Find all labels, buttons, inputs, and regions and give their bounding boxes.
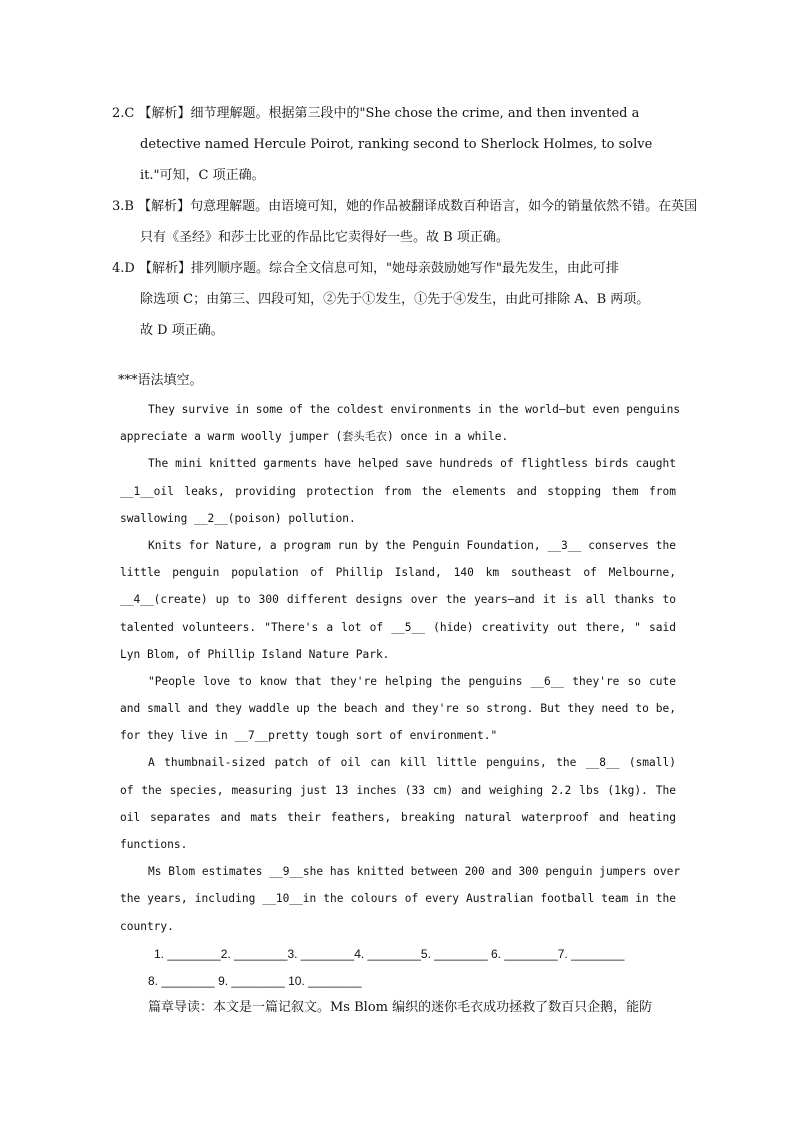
passage-line: Knits for Nature, a program run by the Penguin Foundation, __3__ conserves the (148, 538, 676, 552)
passage-line: __4__(create) up to 300 different designs over the years—and it is all thanks to (120, 593, 676, 607)
explanation-line: 4.D 【解析】排列顺序题。综合全文信息可知，"她母亲鼓励她写作"最先发生，由此可排 (112, 261, 619, 276)
passage-line: A thumbnail-sized patch of oil can kill little penguins, the __8__ (small) (148, 756, 676, 770)
passage-line: and small and they waddle up the beach and they're so strong. But they need to be, (120, 702, 676, 716)
section-title: ***语法填空。 (118, 373, 203, 388)
answer-blanks-row-1[interactable]: 1. ________2. ________3. ________4. ________5. ________ 6. ________7. ________ (154, 947, 625, 961)
answer-explanation-4 (112, 253, 692, 346)
passage-line: "People love to know that they're helping the penguins __6__ they're so cute (148, 674, 676, 688)
passage-line: They survive in some of the coldest environments in the world—but even penguins (148, 403, 681, 416)
explanation-line: detective named Hercule Poirot, ranking second to Sherlock Holmes, to solve (140, 137, 653, 152)
passage-line: little penguin population of Phillip Island, 140 km southeast of Melbourne, (120, 566, 676, 580)
passage-line: __1__oil leaks, providing protection from the elements and stopping them from (120, 484, 676, 498)
passage-line: Ms Blom estimates __9__she has knitted between 200 and 300 penguin jumpers over (148, 865, 681, 879)
passage-line: Lyn Blom, of Phillip Island Nature Park. (120, 647, 390, 661)
explanation-line: 2.C 【解析】细节理解题。根据第三段中的"She chose the crime, and then invented a (112, 106, 640, 121)
passage (120, 396, 681, 940)
passage-line: appreciate a warm woolly jumper (套头毛衣) once in a while. (120, 430, 509, 444)
passage-line: oil separates and mats their feathers, breaking natural waterproof and heating (120, 810, 676, 824)
passage-line: swallowing __2__(poison) pollution. (120, 511, 356, 525)
answer-explanation-2 (112, 98, 692, 191)
passage-line: country. (120, 919, 174, 933)
answer-blanks-row-2[interactable]: 8. ________ 9. ________ 10. ________ (148, 974, 362, 988)
explanation-line: it."可知，C 项正确。 (140, 168, 265, 183)
passage-guide: 篇章导读：本文是一篇记叙文。Ms Blom 编织的迷你毛衣成功拯救了数百只企鹅，能防 (148, 1000, 653, 1015)
passage-line: of the species, measuring just 13 inches (33 cm) and weighing 2.2 lbs (1kg). The (120, 783, 676, 797)
explanation-line: 3.B 【解析】句意理解题。由语境可知，她的作品被翻译成数百种语言，如今的销量依然不错。在英国 (112, 199, 698, 214)
explanation-line: 只有《圣经》和莎士比亚的作品比它卖得好一些。故 B 项正确。 (140, 230, 509, 245)
explanation-line: 除选项 C；由第三、四段可知，②先于①发生，①先于④发生，由此可排除 A、B 两项。 (140, 292, 650, 307)
passage-line: The mini knitted garments have helped save hundreds of flightless birds caught (148, 457, 676, 471)
explanation-line: 故 D 项正确。 (140, 323, 224, 338)
passage-line: talented volunteers. "There's a lot of __5__ (hide) creativity out there, " said (120, 620, 676, 634)
passage-line: the years, including __10__in the colours of every Australian football team in the (120, 892, 676, 906)
answer-explanation-3 (112, 191, 698, 253)
passage-line: for they live in __7__pretty tough sort of environment." (120, 729, 498, 743)
passage-line: functions. (120, 838, 188, 851)
